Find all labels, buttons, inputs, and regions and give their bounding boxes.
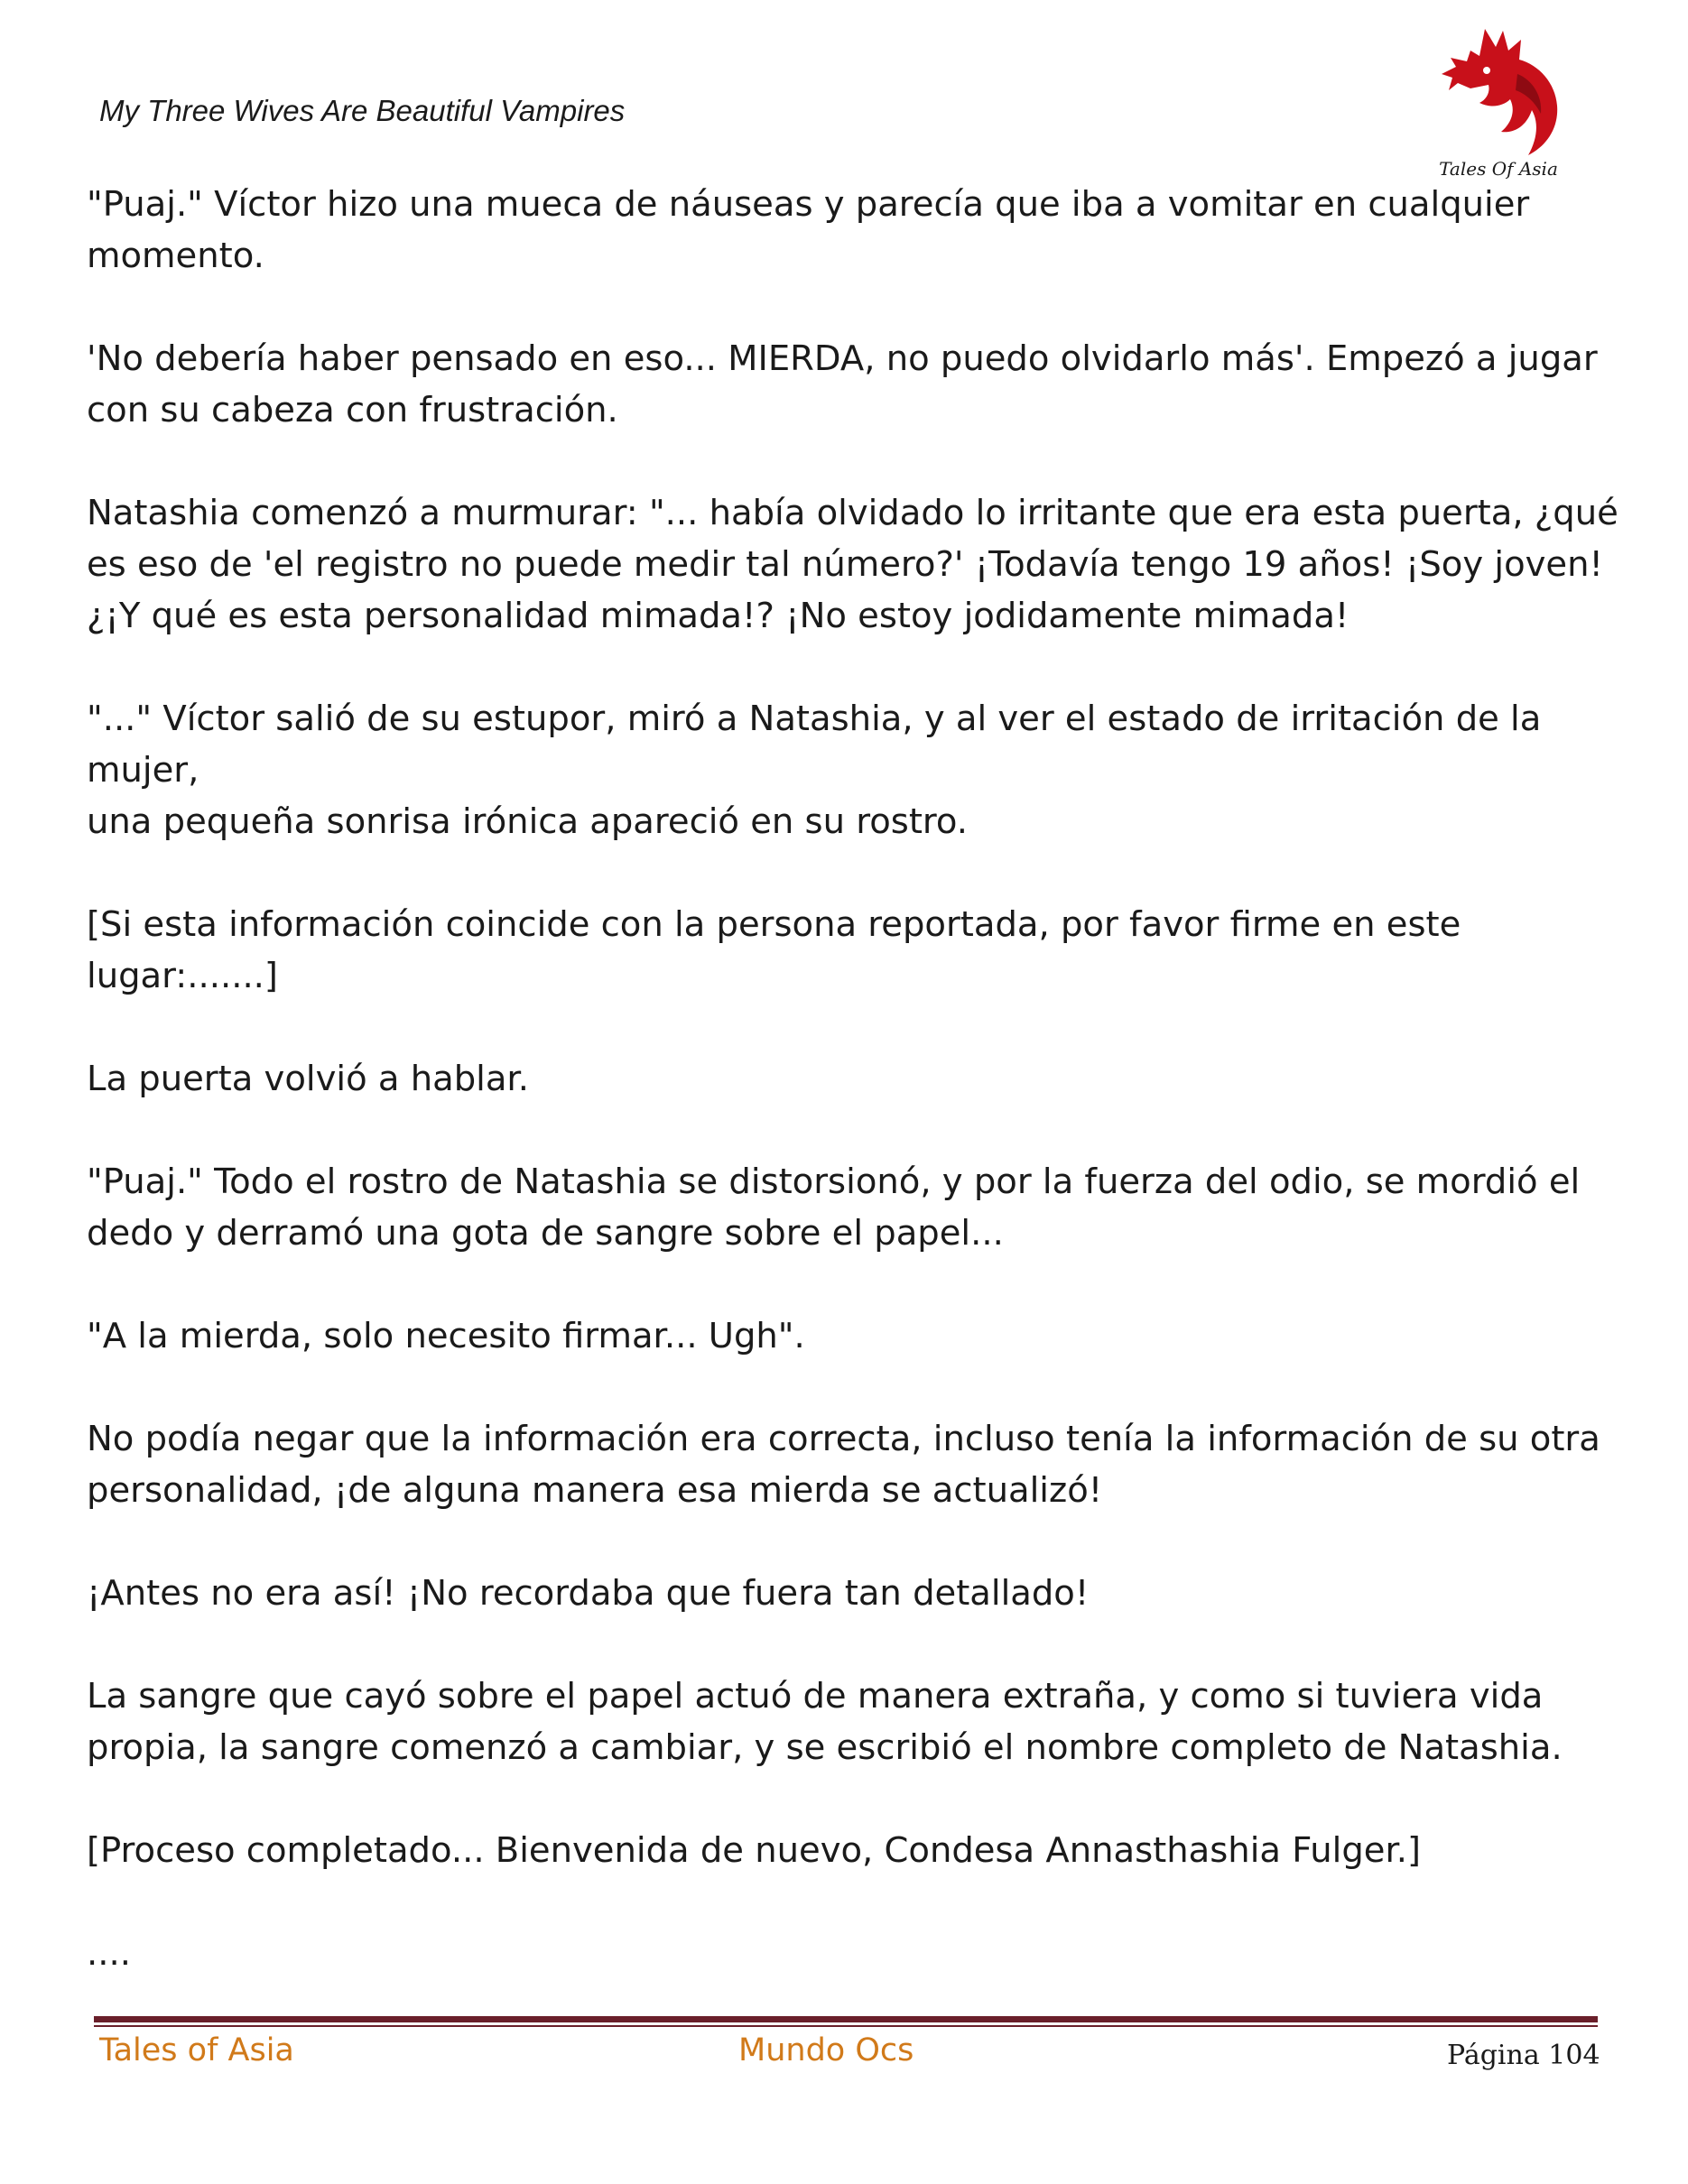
page-number: Página 104 <box>1447 2040 1600 2071</box>
footer-site-name: Tales of Asia <box>99 2032 294 2068</box>
paragraph: Natashia comenzó a murmurar: "... había olvidado lo irritante que era esta puerta, ¿qué es eso de 'el registro no puede medir tal número?' ¡Todavía tengo 19 años! ¡Soy joven! ¿¡Y qué es esta personalidad mimada!? ¡No estoy jodidamente mimada! <box>87 493 1618 636</box>
footer-source: Mundo Ocs <box>738 2032 914 2068</box>
footer-divider-thin <box>94 2025 1598 2027</box>
logo-text: Tales Of Asia <box>1439 158 1558 180</box>
dragon-logo <box>1431 20 1566 182</box>
paragraph: La sangre que cayó sobre el papel actuó de manera extraña, y como si tuviera vida propia, la sangre comenzó a cambiar, y se escribió el nombre completo de Natashia. <box>87 1676 1563 1768</box>
dragon-icon <box>1442 29 1557 155</box>
paragraph: "A la mierda, solo necesito firmar... Ugh". <box>87 1316 805 1356</box>
paragraph: "..." Víctor salió de su estupor, miró a Natashia, y al ver el estado de irritación de la mujer, una pequeña sonrisa irónica apareció en su rostro. <box>87 699 1542 842</box>
header-title: My Three Wives Are Beautiful Vampires <box>99 94 626 127</box>
paragraph: "Puaj." Todo el rostro de Natashia se distorsionó, y por la fuerza del odio, se mordió el dedo y derramó una gota de sangre sobre el papel... <box>87 1161 1581 1254</box>
paragraph: [Proceso completado... Bienvenida de nuevo, Condesa Annasthashia Fulger.] <box>87 1830 1422 1871</box>
paragraph: ¡Antes no era así! ¡No recordaba que fuera tan detallado! <box>87 1573 1090 1614</box>
paragraph: "Puaj." Víctor hizo una mueca de náuseas y parecía que iba a vomitar en cualquier momento. <box>87 184 1530 276</box>
paragraph: 'No debería haber pensado en eso... MIERDA, no puedo olvidarlo más'. Empezó a jugar con su cabeza con frustración. <box>87 338 1598 430</box>
paragraph: [Si esta información coincide con la persona reportada, por favor firme en este lugar:.......] <box>87 904 1461 996</box>
paragraph: .... <box>87 1933 131 1974</box>
chapter-body <box>87 179 1621 2031</box>
footer-divider <box>94 2016 1598 2022</box>
paragraph: La puerta volvió a hablar. <box>87 1059 529 1099</box>
paragraph: No podía negar que la información era correcta, incluso tenía la información de su otra personalidad, ¡de alguna manera esa mierda se actualizó! <box>87 1419 1600 1511</box>
